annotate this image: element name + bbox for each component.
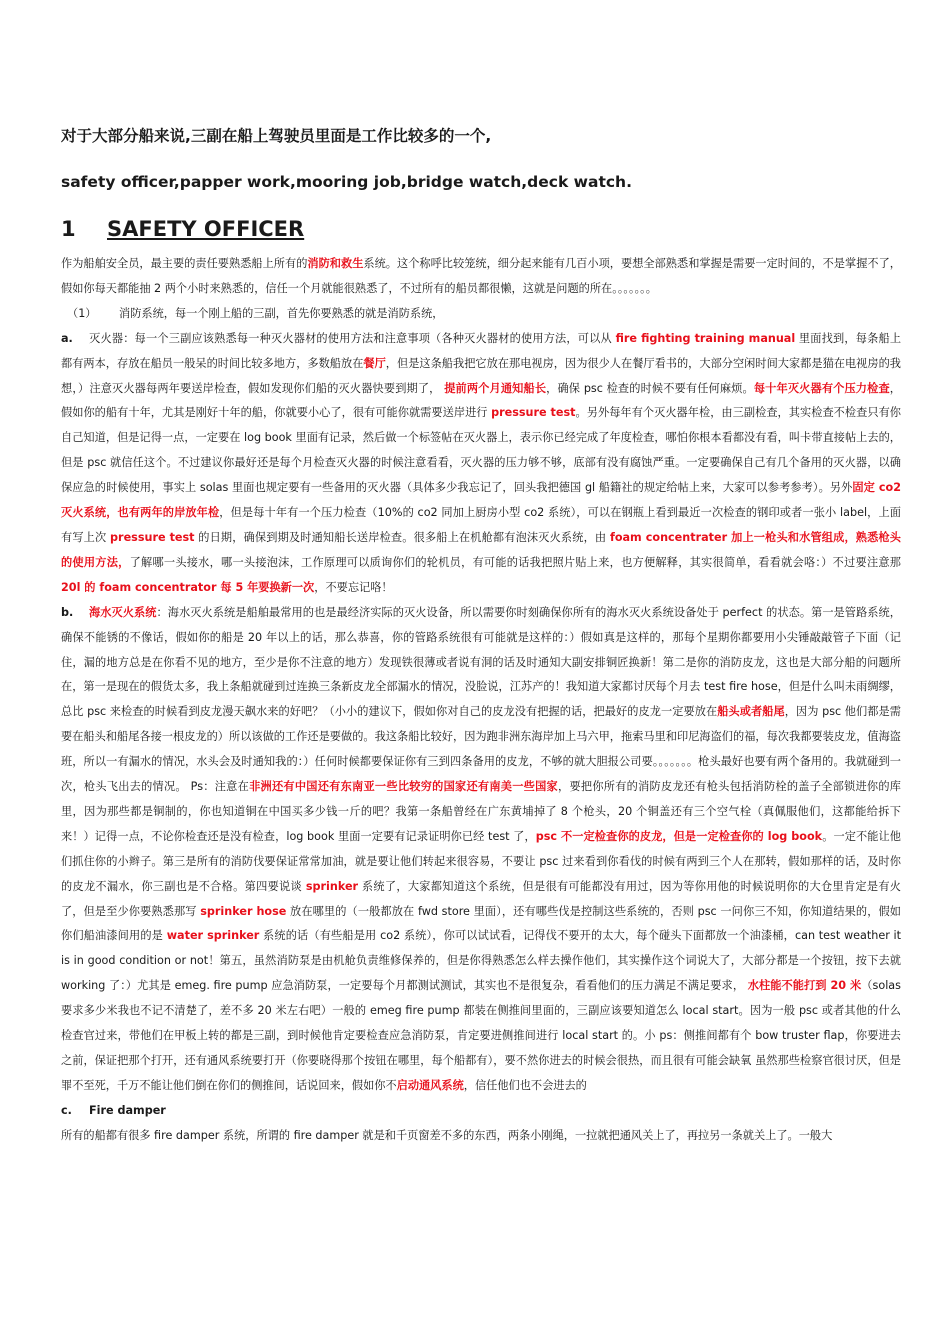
highlight-text: 提前两个月通知船长: [444, 381, 547, 395]
highlight-text: 餐厅: [363, 356, 386, 370]
paragraph-b-text: [61, 606, 901, 1092]
body-text-run: ，要把你所有的消防皮龙还有枪头包括消防栓的盖子全部锁进你的库里，因为那些都是铜制的，你也知道铜在中国买多少钱一斤的吧？我第一条船曾经在广东黄埔掉了 8 个枪头，20 个铜盖还有三个空气栓（真佩服他们，这都能给拆下来！）记得一点，不论你检查还是没有检查，log book 里面一定要有记录证明你已经 test 了，: [61, 780, 901, 843]
body-text-run: 的日期，确保到期及时通知船长送岸检查。很多船上在机舱都有泡沫灭火系统，由: [194, 530, 610, 544]
body-text-run: 里面找到，每条船上都有两本，存放在船员一般呆的时间比较多地方，多数船放在: [61, 331, 902, 370]
body-text-run: 作为船舶安全员，最主要的责任要熟悉船上所有的: [61, 257, 308, 270]
paragraph-a-text: [61, 332, 901, 594]
list-item-text: 消防系统，每一个刚上船的三副，首先你要熟悉的就是消防系统，: [119, 306, 444, 320]
paragraph-fire-damper: 所有的船都有很多 fire damper 系统，所谓的 fire damper 就是和千页窗差不多的东西，两条小刚绳，一拉就把通风关上了，再拉另一条就关上了。一般大: [61, 1128, 833, 1142]
body-text-run: 。另外每年有个灭火器年检，由三副检查，其实检查不检查只有你自己知道，但是记得一点，一定要在 log book 里面有记录，然后做一个标签帖在灭火器上，表示你已经完成了年度检查，哪怕你根本看都没有看，叫卡带直接帖上去的，但是 psc 就信任这个。不过建议你最好还是每个月检查灭火器的时候注意看看，灭火器的压力够不够，底部有没有腐蚀严重。一定要确保自己有几个备用的灭火器，以确保应急的时候使用，事实上 solas 里面也规定要有一些备用的灭火器（具体多少我忘记了，回头我把德国 gl 船籍社的规定给帖上来，大家可以参考参考）。另外: [61, 406, 901, 495]
body-text-run: ，因为 psc 他们都是需要在船头和船尾各接一根皮龙的）所以该做的工作还是要做的。我这条船比较好，因为跑非洲东海岸加上马六甲，拖索马里和印尼海盗们的福，每次我都要装皮龙，值海盗班，所以一有漏水的情况，水头会及时通知我的：）任何时候都要保证你有三到四条备用的皮龙，不够的就大胆报公司要。。。。。。。枪头最好也要有两个备用的。我就碰到一次，枪头飞出去的情况。 Ps：注意在: [61, 705, 901, 794]
highlight-text: water sprinker: [166, 929, 260, 943]
highlight-text: 消防和救生: [307, 257, 364, 270]
highlight-text: sprinker: [305, 879, 359, 893]
body-text-run: 系统了，大家都知道这个系统，但是很有可能都没有用过，因为等你用他的时候说明你的大仓里肯定是有火了，但是至少你要熟悉那写: [61, 879, 901, 918]
document-page: [61, 122, 901, 1149]
highlight-text: pressure test: [491, 406, 576, 420]
paragraph-extinguishers: [61, 327, 901, 601]
body-text-run: 系统的话（有些船是用 co2 系统），你可以试试看，记得伐不要开的太大，每个碰头下面都放一个油漆桶，can test weather it is in good condition or not！第五，虽然消防泵是由机舱负责维修保养的，但是你得熟悉怎么样去操作他们，其实操作这个词说大了，大部分都是一个按钮，按下去就 working 了：）尤其是 emeg. fire pump 应急消防泵，一定要每个月都测试测试，其实也不是很复杂，看看他们的压力满足不满足要求，: [61, 929, 901, 993]
highlight-text: 固定 co2 灭火系统，也有两年的岸放年检: [61, 481, 901, 520]
list-item-fire-system: [61, 302, 901, 327]
section-title: SAFETY OFFICER: [107, 217, 305, 241]
highlight-text: 每十年灭火器有个压力检查: [753, 381, 890, 395]
body-text-run: 系统。这个称呼比较笼统，细分起来能有几百小项，要想全部熟悉和掌握是需要一定时间的，不是掌握不了，假如你每天都能抽 2 两个小时来熟悉的，信任一个月就能很熟悉了，不过所有的船员都很懒，这就是问题的所在。。。。。。。: [61, 257, 901, 295]
intro-line-1: 对于大部分船来说,三副在船上驾驶员里面是工作比较多的一个,: [61, 127, 492, 145]
subheading-fire-damper: [61, 1099, 901, 1124]
highlight-text: psc 不一定检查你的皮龙，但是一定检查你的 log book: [535, 829, 823, 843]
body-text-run: 放在哪里的（一般都放在 fwd store 里面），还有哪些伐是控制这些系统的，否则 psc 一问你三不知，你知道结果的，假如你们船油漆间用的是: [61, 904, 901, 943]
body-text-run: 灭火器：每一个三副应该熟悉每一种灭火器材的使用方法和注意事项（各种灭火器材的使用方法，可以从: [89, 331, 616, 345]
body-text-run: （solas 要求多少米我也不记不清楚了，差不多 20 米左右吧）一般的 emeg fire pump 都装在侧推间里面的，三副应该要知道怎么 local start。因为一般 psc 或者其他的什么检查官过来，带他们在甲板上转的都是三副，到时候他肯定要检查应急消防泵，肯定要进侧推间进行 local start 的。小 ps：侧推间都有个 bow truster flap，你要进去之前，保证把那个打开，还有通风系统要打开（你要晓得那个按钮在哪里，每个船都有），要不然你进去的时候会很热，而且很有可能会缺氧 虽然那些检察官很讨厌，但是罪不至死，千万不能让他们倒在你们的侧推间，话说回来，假如你不: [61, 979, 901, 1092]
highlight-text: 海水灭火系统: [89, 605, 157, 619]
body-text-run: 了解哪一头接水，哪一头接泡沫，工作原理可以质询你们的轮机员，有可能的话我把照片贴上来，也方便解释，其实很简单，看看就会咯：）不过要注意那: [129, 555, 901, 569]
highlight-text: 船头或者船尾: [717, 705, 785, 719]
body-text-run: ，不要忘记咯！: [314, 580, 393, 594]
body-text-run: ，假如你的船有十年，尤其是刚好十年的船，你就要小心了，很有可能你就需要送岸进行: [61, 381, 901, 420]
document-body: [61, 252, 901, 1149]
body-text-run: 。一定不能让他们抓住你的小辫子。第三是所有的消防伐要保证常常加油，就是要让他们转起来很容易，不要让 psc 过来看到你看伐的时候有两到三个人在那转，假如那样的话，及时你的皮龙不漏水，你三副也是不合格。第四要说谈: [61, 829, 901, 893]
highlight-text: 非洲还有中国还有东南亚一些比较穷的国家还有南美一些国家: [249, 780, 558, 794]
body-text-run: ，确保 psc 检查的时候不要有任何麻烦。: [546, 381, 754, 395]
highlight-text: 水柱能不能打到 20 米: [747, 979, 862, 993]
paragraph-seawater-system: [61, 601, 901, 1099]
body-text-run: ：海水灭火系统是船舶最常用的也是最经济实际的灭火设备，所以需要你时刻确保你所有的海水灭火系统设备处于 perfect 的状态。第一是管路系统，确保不能锈的不像话，假如你的船是 20 年以上的话，那么恭喜，你的管路系统很有可能就是这样的：）假如真是这样的，那每个星期你都要用小尖锤敲敲管子下面（记住，漏的地方总是在你看不见的地方，至少是你不注意的地方）发现铁很薄或者说有洞的话及时通知大副安排铜匠换新！第二是你的消防皮龙，这也是大部分船的问题所在，第一是现在的假货太多，我上条船就碰到过连换三条新皮龙全部漏水的情况，没脸说，江苏产的！我知道大家都讨厌每个月去 test fire hose，但是什么叫未雨绸缪，总比 psc 来检查的时候看到皮龙漫天飙水来的好吧？（小小的建议下，假如你对自己的皮龙没有把握的话，把最好的皮龙一定要放在: [61, 605, 901, 719]
body-text-run: ，但是这条船我把它放在那电视房，因为很少人在餐厅看书的，大部分空闲时间大家都是猫在电视房的我想，）注意灭火器每两年要送岸检查，假如发现你们船的灭火器快要到期了，: [61, 356, 901, 395]
subheading-text: Fire damper: [89, 1103, 166, 1117]
paragraph-label-b: b.: [61, 605, 74, 619]
highlight-text: 20l 的 foam concentrator 每 5 年要换新一次: [61, 580, 315, 594]
body-text-run: ，但是每十年有一个压力检查（10%的 co2 同加上厨房小型 co2 系统），可以在钢瓶上看到最近一次检查的钢印或者一张小 label，上面有写上次: [61, 506, 901, 544]
highlight-text: foam concentrater 加上一枪头和水管组成，熟悉枪头的使用方法，: [61, 530, 901, 569]
highlight-text: sprinker hose: [200, 904, 287, 918]
highlight-text: fire fighting training manual: [615, 331, 796, 345]
intro-line-2: safety officer,papper work,mooring job,bridge watch,deck watch.: [61, 173, 632, 191]
section-number: 1: [61, 217, 76, 241]
body-text-run: ，信任他们也不会进去的: [463, 1078, 587, 1092]
paragraph-label-a: a.: [61, 331, 73, 345]
list-item-number: （1）: [67, 306, 97, 320]
highlight-text: 启动通风系统: [396, 1078, 464, 1092]
paragraph-label-c: c.: [61, 1103, 72, 1117]
section-heading: [61, 214, 901, 244]
intro-paragraph: [61, 252, 901, 302]
highlight-text: pressure test: [110, 530, 195, 544]
